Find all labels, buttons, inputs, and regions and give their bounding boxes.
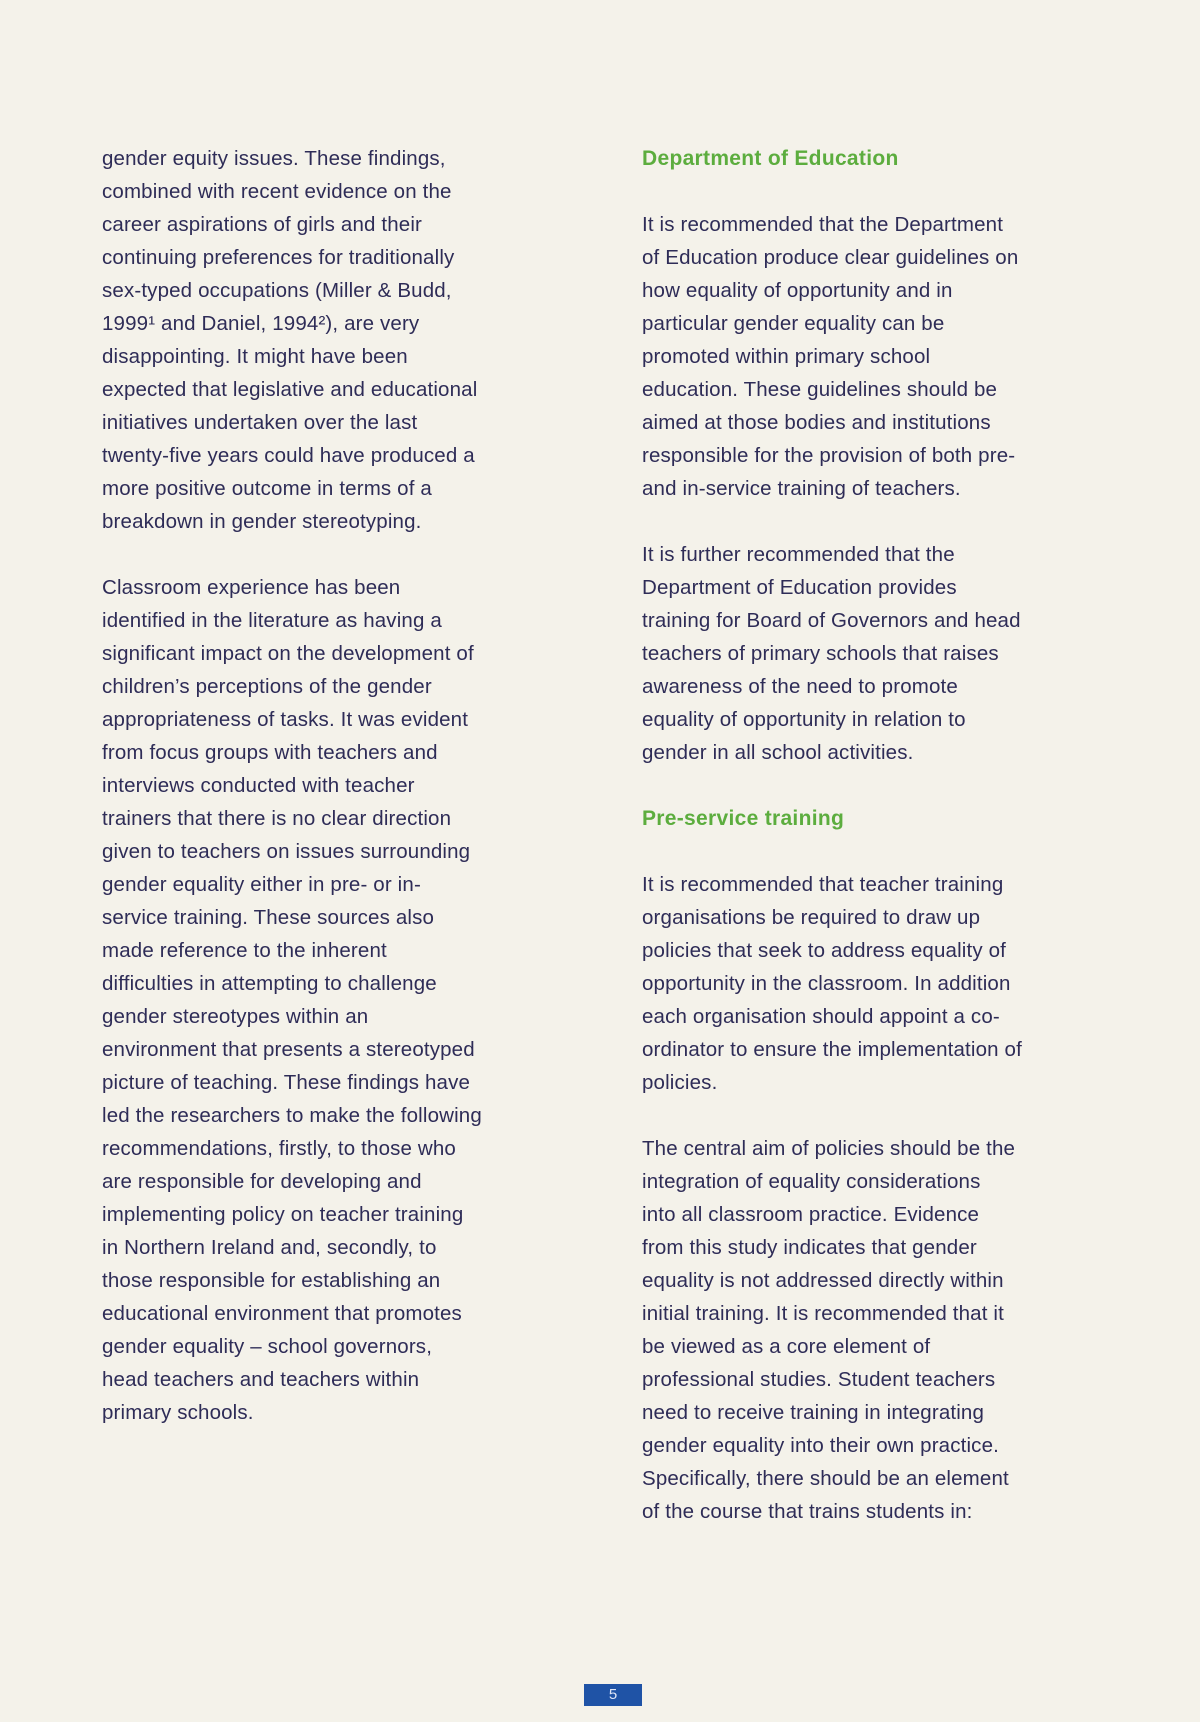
paragraph-department-guidelines: It is recommended that the Department of Education produce clear guidelines on how equality of opportunity and in particular gender equality can be promoted within primary school education. These guidelines should be aimed at those bodies and institutions responsible for the provision of both pre- and in-service training of teachers. xyxy=(642,213,1019,500)
paragraph-central-aim: The central aim of policies should be the integration of equality considerations into all classroom practice. Evidence from this study indicates that gender equality is not addressed directly within initial training. It is recommended that it be viewed as a core element of professional studies. Student teachers need to receive training in integrating gender equality into their own practice. Specifically, there should be an element of the course that trains students in: xyxy=(642,1137,1016,1523)
left-column xyxy=(102,142,590,1462)
right-column xyxy=(642,142,1130,1561)
paragraph-classroom-experience: Classroom experience has been identified in the literature as having a significant impact on the development of children’s perceptions of the gender appropriateness of tasks. It was evident from focus groups with teachers and interviews conducted with teacher trainers that there is no clear direction given to teachers on issues surrounding gender equality either in pre- or in- service training. These sources also made reference to the inherent difficulties in attempting to challenge gender stereotypes within an environment that presents a stereotyped picture of teaching. These findings have led the researchers to make the following recommendations, firstly, to those who are responsible for developing and implementing policy on teacher training in Northern Ireland and, secondly, to those responsible for establishing an educational environment that promotes gender equality – school governors, head teachers and teachers within primary schools. xyxy=(102,576,482,1424)
heading-pre-service-training: Pre-service training xyxy=(642,807,845,830)
paragraph-department-training: It is further recommended that the Department of Education provides training for Board of Governors and head teachers of primary schools that raises awareness of the need to promote equality of opportunity in relation to gender in all school activities. xyxy=(642,543,1021,764)
heading-department-of-education: Department of Education xyxy=(642,147,899,170)
page-number-badge: 5 xyxy=(584,1684,642,1706)
paragraph-training-policies: It is recommended that teacher training organisations be required to draw up policies that seek to address equality of opportunity in the classroom. In addition each organisation should appoint a co- ordinator to ensure the implementation of policies. xyxy=(642,873,1022,1094)
paragraph-findings: gender equity issues. These findings, combined with recent evidence on the career aspirations of girls and their continuing preferences for traditionally sex-typed occupations (Miller & Budd, 1999¹ and Daniel, 1994²), are very disappointing. It might have been expected that legislative and educational initiatives undertaken over the last twenty-five years could have produced a more positive outcome in terms of a breakdown in gender stereotyping. xyxy=(102,147,478,533)
